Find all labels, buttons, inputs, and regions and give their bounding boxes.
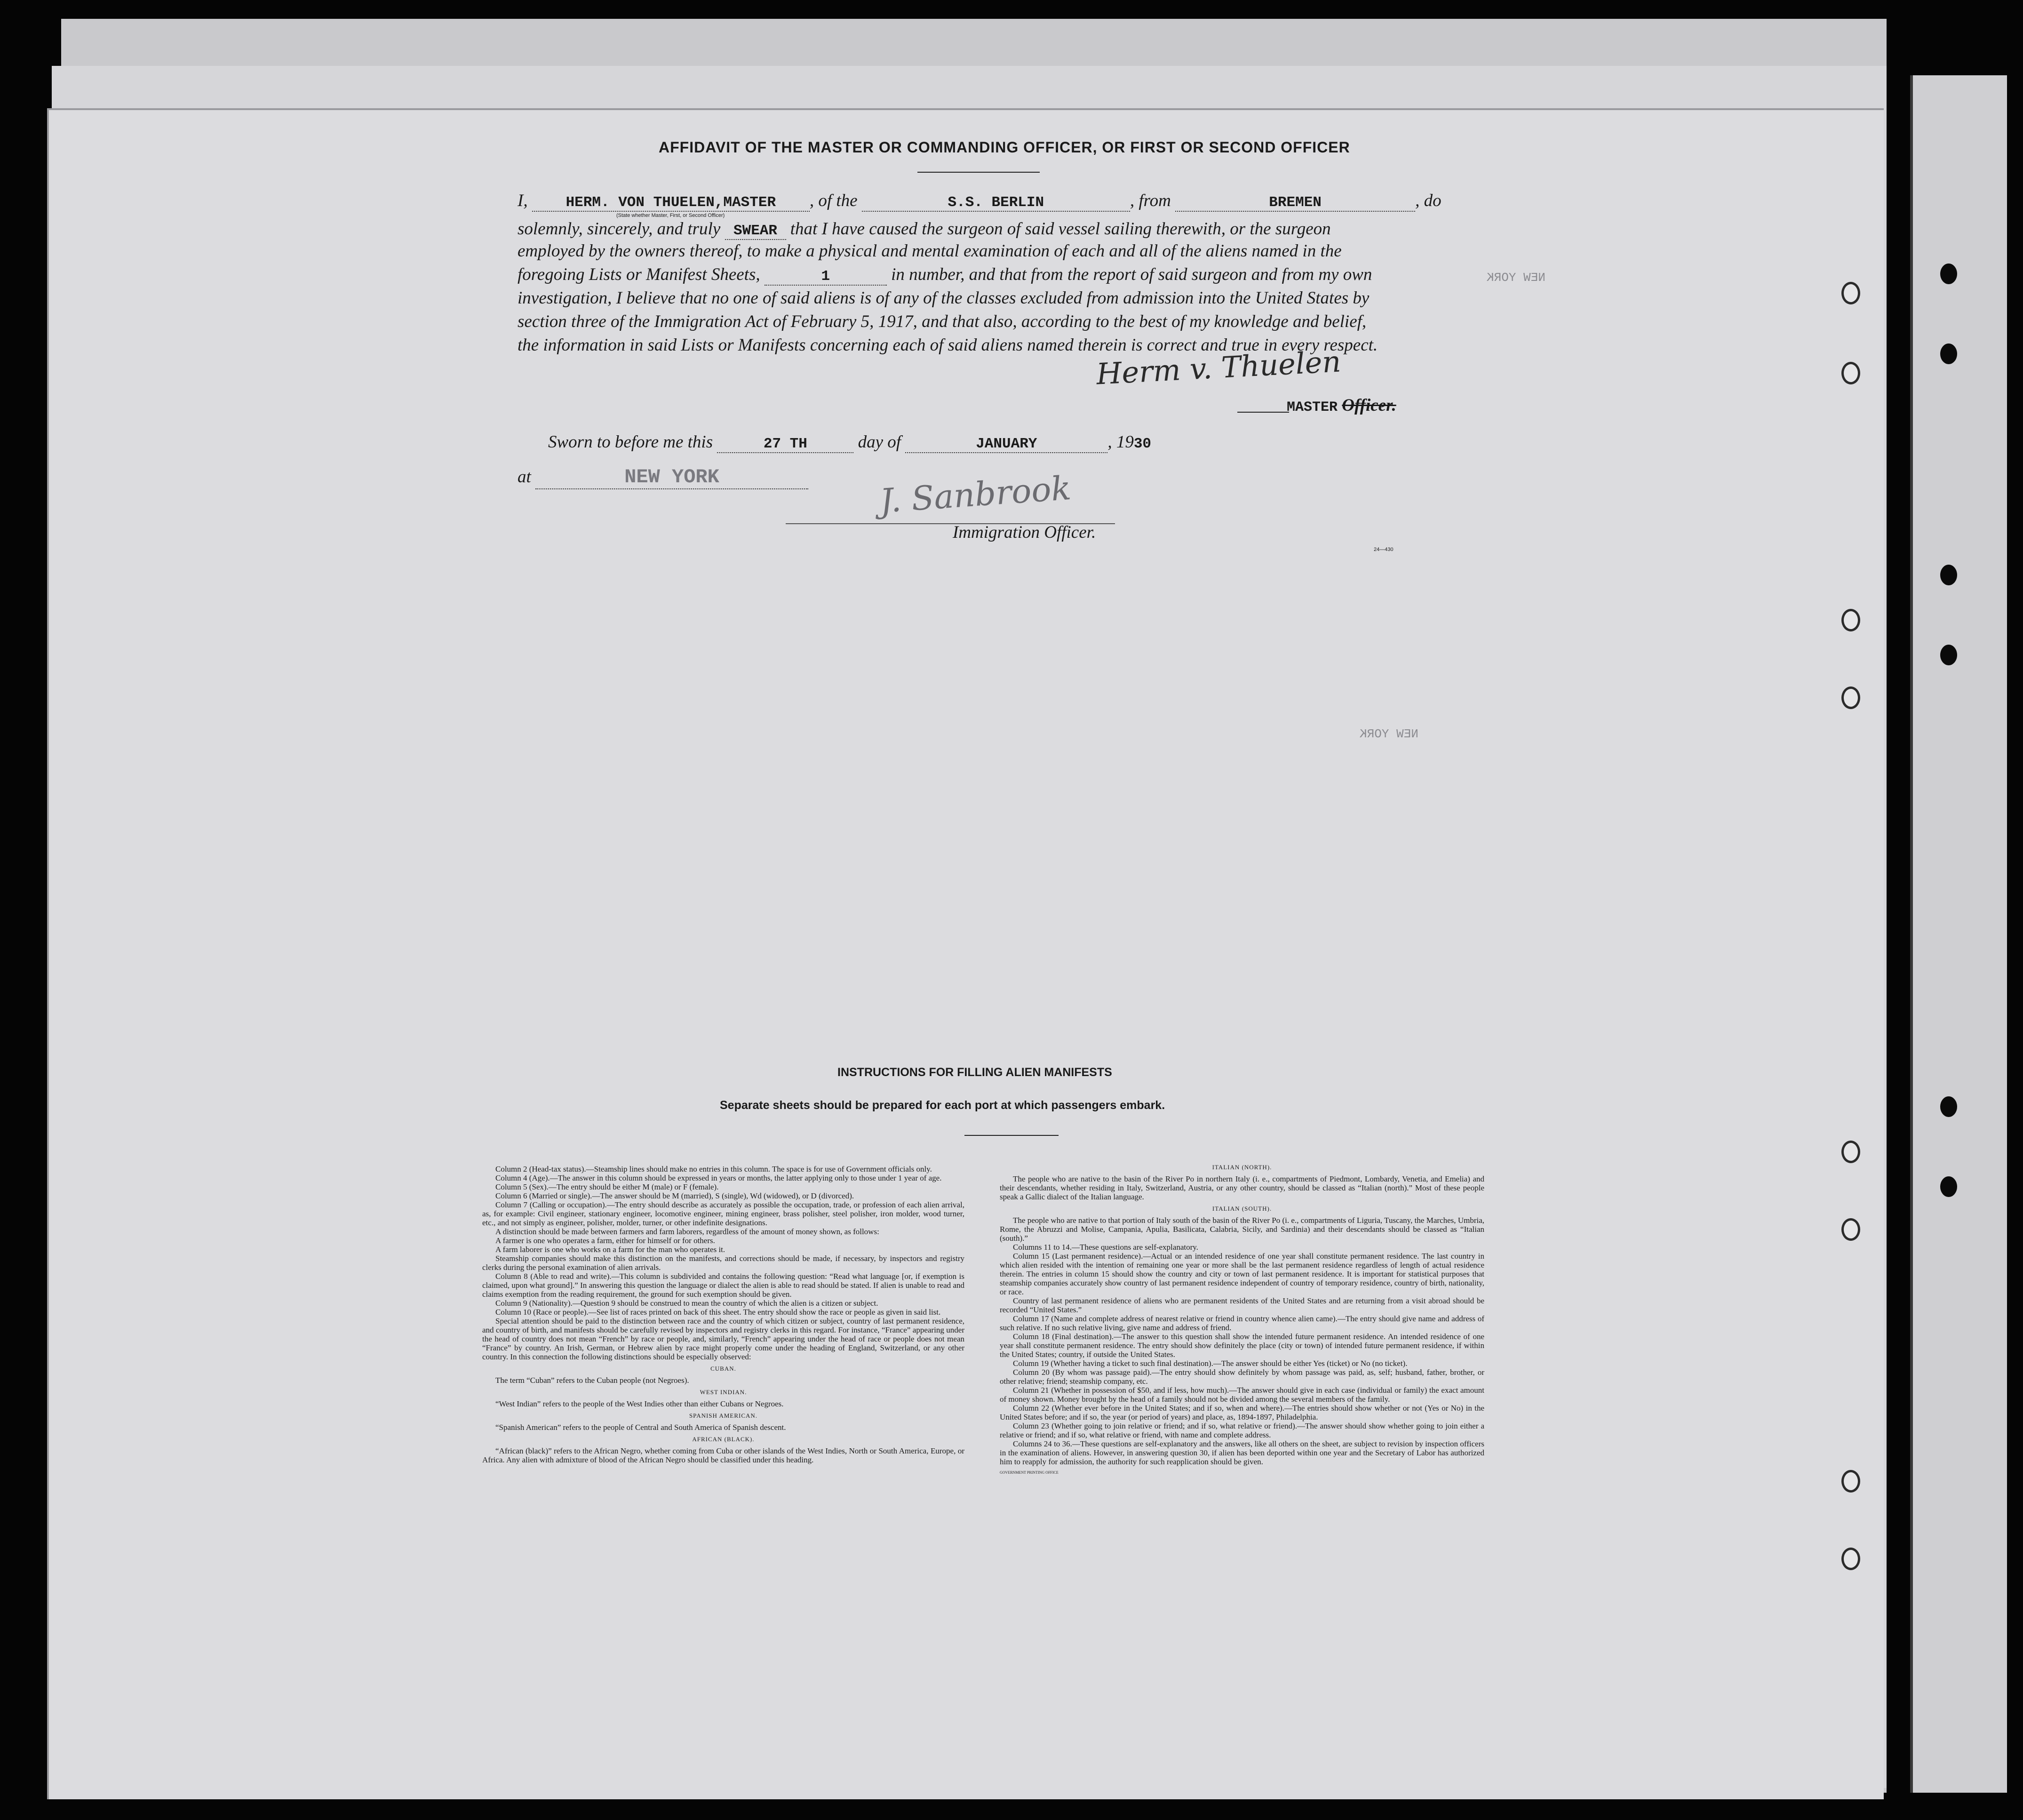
text: , from xyxy=(1130,191,1171,210)
instruction-paragraph: Column 15 (Last permanent residence).—Actual or an intended residence of one year shall constitute permanent residence. The last country in which alien resided with the intention of remaining one year or more shall be the last permanent residence regardless of length of actual residence therein. The entries in column 15 should show the country and city or town of last permanent residence. It is important for statistical purposes that steamship companies accurately show country of last permanent residence independent of country of temporary residence, country of birth, nationality, or race. xyxy=(1000,1252,1484,1296)
punch-hole xyxy=(1841,362,1860,384)
punch-hole xyxy=(1841,686,1860,709)
form-number: 24—430 xyxy=(1374,547,1394,552)
binder-hole xyxy=(1940,343,1957,364)
text: at xyxy=(518,467,531,487)
instruction-paragraph: Column 2 (Head-tax status).—Steamship lines should make no entries in this column. The space is for use of Government officials only. xyxy=(495,1165,932,1173)
adjacent-page-edge xyxy=(1910,75,2007,1793)
instruction-paragraph: Country of last permanent residence of aliens who are permanent residents of the United States and are returning from a visit abroad should be recorded “United States.” xyxy=(1000,1296,1484,1314)
instruction-paragraph: Column 9 (Nationality).—Question 9 should be construed to mean the country of which the alien is a citizen or subject. xyxy=(495,1299,878,1308)
place-line xyxy=(518,466,808,489)
text: Sworn to before me this xyxy=(548,432,713,452)
instruction-paragraph: Column 18 (Final destination).—The answer to this question shall show the intended future permanent residence. An intended residence of one year shall constitute permanent residence. The entry should show definitely the place (city or town) of intended future permanent residence, if within the United States; country, if outside the United States. xyxy=(1000,1332,1484,1359)
text: in number, and that from the report of said surgeon and from my own xyxy=(891,265,1372,284)
signature-rule xyxy=(1237,412,1289,413)
rank-line xyxy=(1287,395,1396,415)
instruction-paragraph: Column 23 (Whether going to join relative or friend; and if so, what relative or friend).—The answer should show whether going to join either a relative or friend; and if so, what relative or friend, with name and complete address. xyxy=(1000,1421,1484,1439)
instruction-paragraph: Special attention should be paid to the distinction between race and the country of which citizen or subject, country of last permanent residence, and country of birth, and manifests should be carefully revised by inspectors and registry clerks in this regard. For instance, “France” appearing under the head of country does not mean “French” by race or people, and, similarly, “French” appearing under the head of race or people does not mean “France” by country. An Irish, German, or Hebrew alien by race might properly come under the heading of England, Switzerland, or any other country. In this connection the following distinctions should be especially observed: xyxy=(482,1317,964,1361)
vessel-name-field: S.S. BERLIN xyxy=(862,194,1130,212)
instruction-paragraph: Column 20 (By whom was passage paid).—The entry should show definitely by whom passage was paid, as, self; husband, father, brother, or other relative; friend; steamship company, etc. xyxy=(1000,1368,1484,1386)
instruction-paragraph: Column 17 (Name and complete address of nearest relative or friend in country whence alien came).—The entry should give name and address of such relative. If no such relative living, give name and address of friend. xyxy=(1000,1314,1484,1332)
place-stamp: NEW YORK xyxy=(535,466,808,489)
affidavit-line-7: the information in said Lists or Manifests concerning each of said aliens named therein is correct and true in every respect. xyxy=(518,335,1378,355)
instructions-title: INSTRUCTIONS FOR FILLING ALIEN MANIFESTS xyxy=(837,1066,1112,1079)
printer-imprint: GOVERNMENT PRINTING OFFICE xyxy=(1000,1470,1059,1475)
instruction-paragraph: A distinction should be made between farmers and farm laborers, regardless of the amount of money shown, as follows: xyxy=(495,1227,879,1236)
instruction-paragraph: The people who are native to that portion of Italy south of the basin of the River Po (i. e., compartments of Liguria, Tuscany, the Marches, Umbria, Rome, the Abruzzi and Molise, Campania, Apulia, Basilicata, Calabria, Sicily, and Sardinia) and their descendants should be classed as “Italian (south).” xyxy=(1000,1216,1484,1243)
instruction-paragraph: The term “Cuban” refers to the Cuban people (not Negroes). xyxy=(495,1376,689,1385)
section-heading: ITALIAN (NORTH). xyxy=(1212,1164,1272,1171)
departure-port-field: BREMEN xyxy=(1175,194,1415,212)
binder-hole xyxy=(1940,1176,1957,1197)
text: I, xyxy=(518,191,528,210)
instructions-left-column xyxy=(482,1165,964,1464)
sworn-line xyxy=(548,432,1151,453)
instruction-paragraph: Column 5 (Sex).—The entry should be either M (male) or F (female). xyxy=(495,1182,719,1191)
instruction-paragraph: Columns 24 to 36.—These questions are self-explanatory and the answers, like all others on the sheet, are subject to revision by inspection officers in the examination of aliens. However, in answering question 30, if alien has been deported within one year and the Secretary of Labor has authorized him to reapply for admission, the authority for such reapplication should be given. xyxy=(1000,1439,1484,1466)
binder-hole xyxy=(1940,263,1957,284)
master-signature: Herm v. Thuelen xyxy=(1095,344,1342,391)
text: , 19 xyxy=(1107,432,1134,452)
instruction-paragraph: Column 8 (Able to read and write).—This column is subdivided and contains the following question: “Read what language [or, if exemption is claimed, upon what ground].” In answering this question the language or dialect the alien is able to read should be stated. If alien is unable to read and claims exemption from the reading requirement, the ground for such exemption should be given. xyxy=(482,1272,964,1299)
sworn-day-field: 27 TH xyxy=(717,436,853,453)
section-heading: AFRICAN (BLACK). xyxy=(692,1436,755,1443)
text: foregoing Lists or Manifest Sheets, xyxy=(518,265,760,284)
punch-hole xyxy=(1841,1141,1860,1163)
text: that I have caused the surgeon of said vessel sailing therewith, or the surgeon xyxy=(790,219,1331,239)
instruction-paragraph: Column 6 (Married or single).—The answer should be M (married), S (single), Wd (widowed), or D (divorced). xyxy=(495,1191,854,1200)
instruction-paragraph: Column 4 (Age).—The answer in this column should be expressed in years or months, the latter applying only to those under 1 year of age. xyxy=(495,1173,942,1182)
affidavit-line-1 xyxy=(518,191,1442,212)
instructions-rule xyxy=(964,1135,1059,1136)
bleed-through-stamp: NEW YORK xyxy=(1360,727,1418,741)
binder-hole xyxy=(1940,645,1957,665)
sheet-count-field: 1 xyxy=(765,268,887,286)
affidavit-line-3: employed by the owners thereof, to make a physical and mental examination of each and all of the aliens named in the xyxy=(518,241,1342,261)
instruction-paragraph: “West Indian” refers to the people of the West Indies other than either Cubans or Negroes. xyxy=(495,1399,784,1408)
rank-note: (State whether Master, First, or Second Officer) xyxy=(616,213,725,218)
punch-hole xyxy=(1841,1548,1860,1570)
punch-hole xyxy=(1841,1218,1860,1241)
instruction-paragraph: “Spanish American” refers to the people of Central and South America of Spanish descent. xyxy=(495,1423,786,1432)
binder-hole xyxy=(1940,565,1957,585)
instruction-paragraph: Column 22 (Whether ever before in the United States; and if so, when and where).—The entries should show whether or not (Yes or No) in the United States before; and if so, the year (or period of years) and place, as, 1894-1897, Philadelphia. xyxy=(1000,1404,1484,1421)
affidavit-line-6: section three of the Immigration Act of February 5, 1917, and that also, according to the best of my knowledge and belief, xyxy=(518,312,1367,331)
text: day of xyxy=(858,432,901,452)
instruction-paragraph: Column 7 (Calling or occupation).—The entry should describe as accurately as possible the occupation, trade, or profession of each alien arrival, as, for example: Civil engineer, stationary engineer, locomotive engineer, mining engineer, brass polisher, steel polisher, iron molder, wood turner, etc., and not simply as engineer, polisher, molder, turner, or other indefinite designations. xyxy=(482,1200,964,1227)
instruction-paragraph: The people who are native to the basin of the River Po in northern Italy (i. e., compartments of Piedmont, Lombardy, Venetia, and Emelia) and their descendants, whether residing in Italy, Switzerland, Austria, or any other country, should be classed as “Italian (north).” Most of these people speak a Gallic dialect of the Italian language. xyxy=(1000,1174,1484,1201)
instructions-right-column xyxy=(1000,1160,1484,1477)
sworn-month-field: JANUARY xyxy=(905,436,1107,453)
instruction-paragraph: A farm laborer is one who works on a farm for the man who operates it. xyxy=(495,1245,725,1254)
text: solemnly, sincerely, and truly xyxy=(518,219,721,239)
affidavit-title: AFFIDAVIT OF THE MASTER OR COMMANDING OFFICER, OR FIRST OR SECOND OFFICER xyxy=(659,139,1350,156)
instructions-subtitle: Separate sheets should be prepared for each port at which passengers embark. xyxy=(720,1099,1165,1112)
manifest-page xyxy=(47,108,1884,1799)
punch-hole xyxy=(1841,282,1860,304)
instruction-paragraph: Steamship companies should make this distinction on the manifests, and corrections should be made, if necessary, by inspectors and registry clerks during the personal examination of alien arrivals. xyxy=(482,1254,964,1272)
section-heading: SPANISH AMERICAN. xyxy=(689,1412,758,1419)
master-name-field: HERM. VON THUELEN,MASTER xyxy=(532,194,810,212)
affidavit-line-5: investigation, I believe that no one of said aliens is of any of the classes excluded from admission into the United States by xyxy=(518,288,1370,308)
section-heading: CUBAN. xyxy=(710,1365,736,1372)
affidavit-line-4 xyxy=(518,264,1372,286)
officer-word: Officer. xyxy=(1342,396,1396,415)
instruction-paragraph: “African (black)” refers to the African Negro, whether coming from Cuba or other islands of the West Indies, North or South America, Europe, or Africa. Any alien with admixture of blood of the African Negro should be classified under this heading. xyxy=(482,1446,964,1464)
sworn-year-field: 30 xyxy=(1133,436,1152,452)
title-rule xyxy=(917,172,1040,173)
punch-hole xyxy=(1841,1470,1860,1493)
instruction-paragraph: Columns 11 to 14.—These questions are self-explanatory. xyxy=(1013,1243,1198,1252)
affidavit-line-2 xyxy=(518,219,1331,240)
instruction-paragraph: Column 10 (Race or people).—See list of races printed on back of this sheet. The entry should show the race or people as given in said list. xyxy=(495,1308,941,1317)
immigration-officer-signature: J. Sanbrook xyxy=(878,468,1073,521)
rank-field: MASTER xyxy=(1287,399,1338,415)
section-heading: ITALIAN (SOUTH). xyxy=(1212,1205,1272,1212)
text: , of the xyxy=(809,191,858,210)
oath-field: SWEAR xyxy=(725,223,786,240)
text: , do xyxy=(1415,191,1442,210)
section-heading: WEST INDIAN. xyxy=(700,1389,747,1396)
punch-hole xyxy=(1841,609,1860,631)
instruction-paragraph: Column 21 (Whether in possession of $50, and if less, how much).—The answer should give in each case (individual or family) the exact amount of money shown. Money brought by the head of a family should not be divided among the several members of the family. xyxy=(1000,1386,1484,1404)
instruction-paragraph: Column 19 (Whether having a ticket to such final destination).—The answer should be either Yes (ticket) or No (no ticket). xyxy=(1013,1359,1408,1368)
binder-hole xyxy=(1940,1096,1957,1117)
instruction-paragraph: A farmer is one who operates a farm, either for himself or for others. xyxy=(495,1236,715,1245)
bleed-through-stamp: NEW YORK xyxy=(1487,271,1545,285)
officer-title: Immigration Officer. xyxy=(953,523,1096,542)
